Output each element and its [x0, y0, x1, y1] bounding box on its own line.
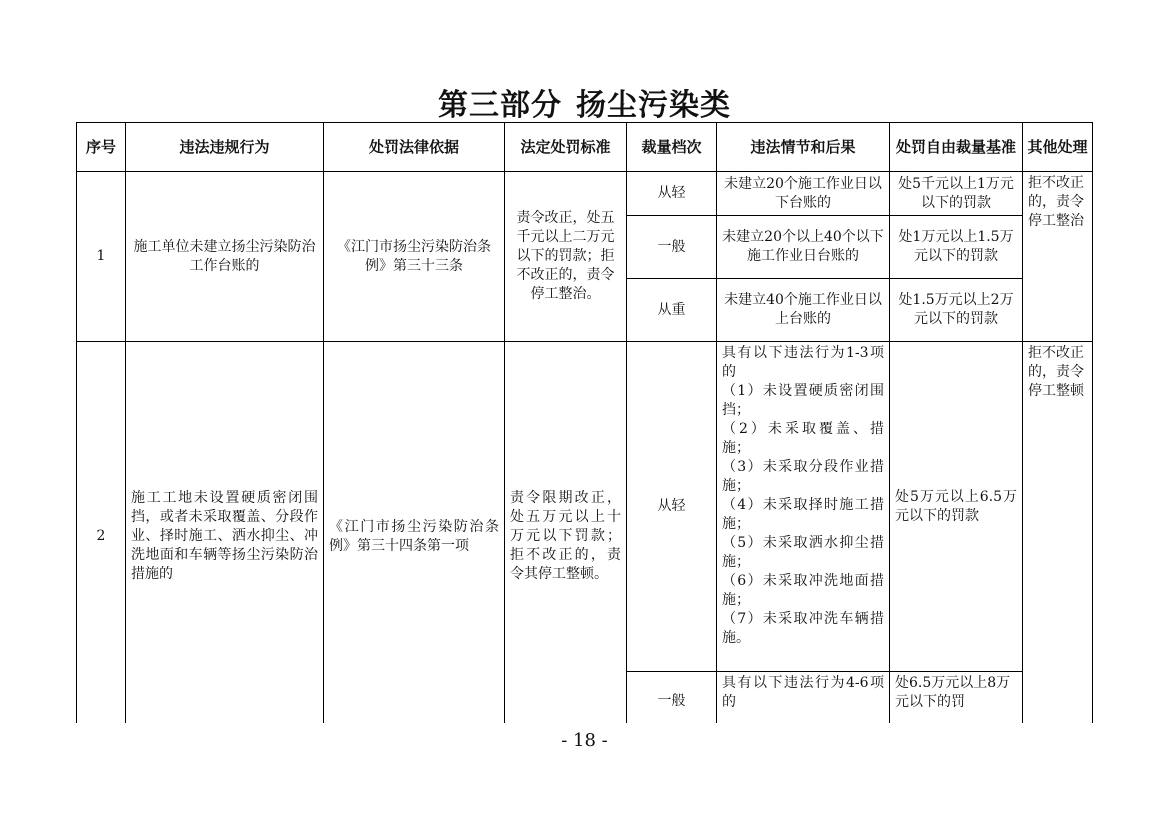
- other-handling: 拒不改正的，责令停工整顿: [1023, 342, 1093, 724]
- legal-basis: 《江门市扬尘污染防治条例》第三十三条: [324, 172, 505, 342]
- table-row: [77, 172, 1093, 216]
- header-benchmark: 处罚自由裁量基准: [890, 123, 1023, 172]
- violation-behavior: 施工工地未设置硬质密闭围挡，或者未采取覆盖、分段作业、择时施工、洒水抑尘、冲洗地面和车辆等扬尘污染防治措施的: [126, 342, 324, 724]
- grade-cell: 从轻: [627, 342, 717, 672]
- header-other: 其他处理: [1023, 123, 1093, 172]
- title-name: 扬尘污染类: [576, 88, 731, 123]
- row-number: 1: [77, 172, 126, 342]
- grade-cell: 一般: [627, 216, 717, 279]
- benchmark-cell: 处6.5万元以上8万元以下的罚: [890, 672, 1023, 724]
- header-standard: 法定处罚标准: [505, 123, 627, 172]
- page-number: - 18 -: [561, 730, 608, 751]
- legal-standard: 责令限期改正，处五万元以上十万元以下罚款；拒不改正的，责令其停工整顿。: [505, 342, 627, 724]
- circumstance-item: （7）未采取冲洗车辆措施。: [722, 611, 884, 646]
- penalty-table: [76, 122, 1093, 723]
- header-no: 序号: [77, 123, 126, 172]
- circumstance-cell: 未建立20个以上40个以下施工作业日台账的: [717, 216, 890, 279]
- circumstance-item: （3）未采取分段作业措施；: [722, 459, 884, 494]
- circumstance-item: （5）未采取洒水抑尘措施；: [722, 535, 884, 570]
- legal-basis: 《江门市扬尘污染防治条例》第三十四条第一项: [324, 342, 505, 724]
- circumstance-item: （4）未采取择时施工措施；: [722, 497, 884, 532]
- violation-behavior: 施工单位未建立扬尘污染防治工作台账的: [126, 172, 324, 342]
- circumstance-cell: 具有以下违法行为4-6项的: [717, 672, 890, 724]
- row-number: 2: [77, 342, 126, 724]
- circumstance-cell: 未建立20个施工作业日以下台账的: [717, 172, 890, 216]
- benchmark-cell: 处5千元以上1万元以下的罚款: [890, 172, 1023, 216]
- table-row: [77, 342, 1093, 672]
- circumstance-cell: 未建立40个施工作业日以上台账的: [717, 279, 890, 342]
- legal-standard: 责令改正，处五千元以上二万元以下的罚款；拒不改正的，责令停工整治。: [505, 172, 627, 342]
- benchmark-cell: 处5万元以上6.5万元以下的罚款: [890, 342, 1023, 672]
- title-part: 第三部分: [438, 88, 562, 123]
- benchmark-cell: 处1万元以上1.5万元以下的罚款: [890, 216, 1023, 279]
- circumstance-item: （6）未采取冲洗地面措施；: [722, 573, 884, 608]
- circumstance-cell: [717, 342, 890, 672]
- grade-cell: 一般: [627, 672, 717, 724]
- grade-cell: 从轻: [627, 172, 717, 216]
- header-behavior: 违法违规行为: [126, 123, 324, 172]
- circumstance-item: （2）未采取覆盖、措施；: [722, 421, 884, 456]
- grade-cell: 从重: [627, 279, 717, 342]
- header-grade: 裁量档次: [627, 123, 717, 172]
- circumstance-item: （1）未设置硬质密闭围挡；: [722, 383, 884, 418]
- circumstance-intro: 具有以下违法行为1-3项的: [722, 345, 884, 380]
- other-handling: 拒不改正的，责令停工整治: [1023, 172, 1093, 342]
- header-basis: 处罚法律依据: [324, 123, 505, 172]
- table-header-row: [77, 123, 1093, 172]
- header-circumstance: 违法情节和后果: [717, 123, 890, 172]
- benchmark-cell: 处1.5万元以上2万元以下的罚款: [890, 279, 1023, 342]
